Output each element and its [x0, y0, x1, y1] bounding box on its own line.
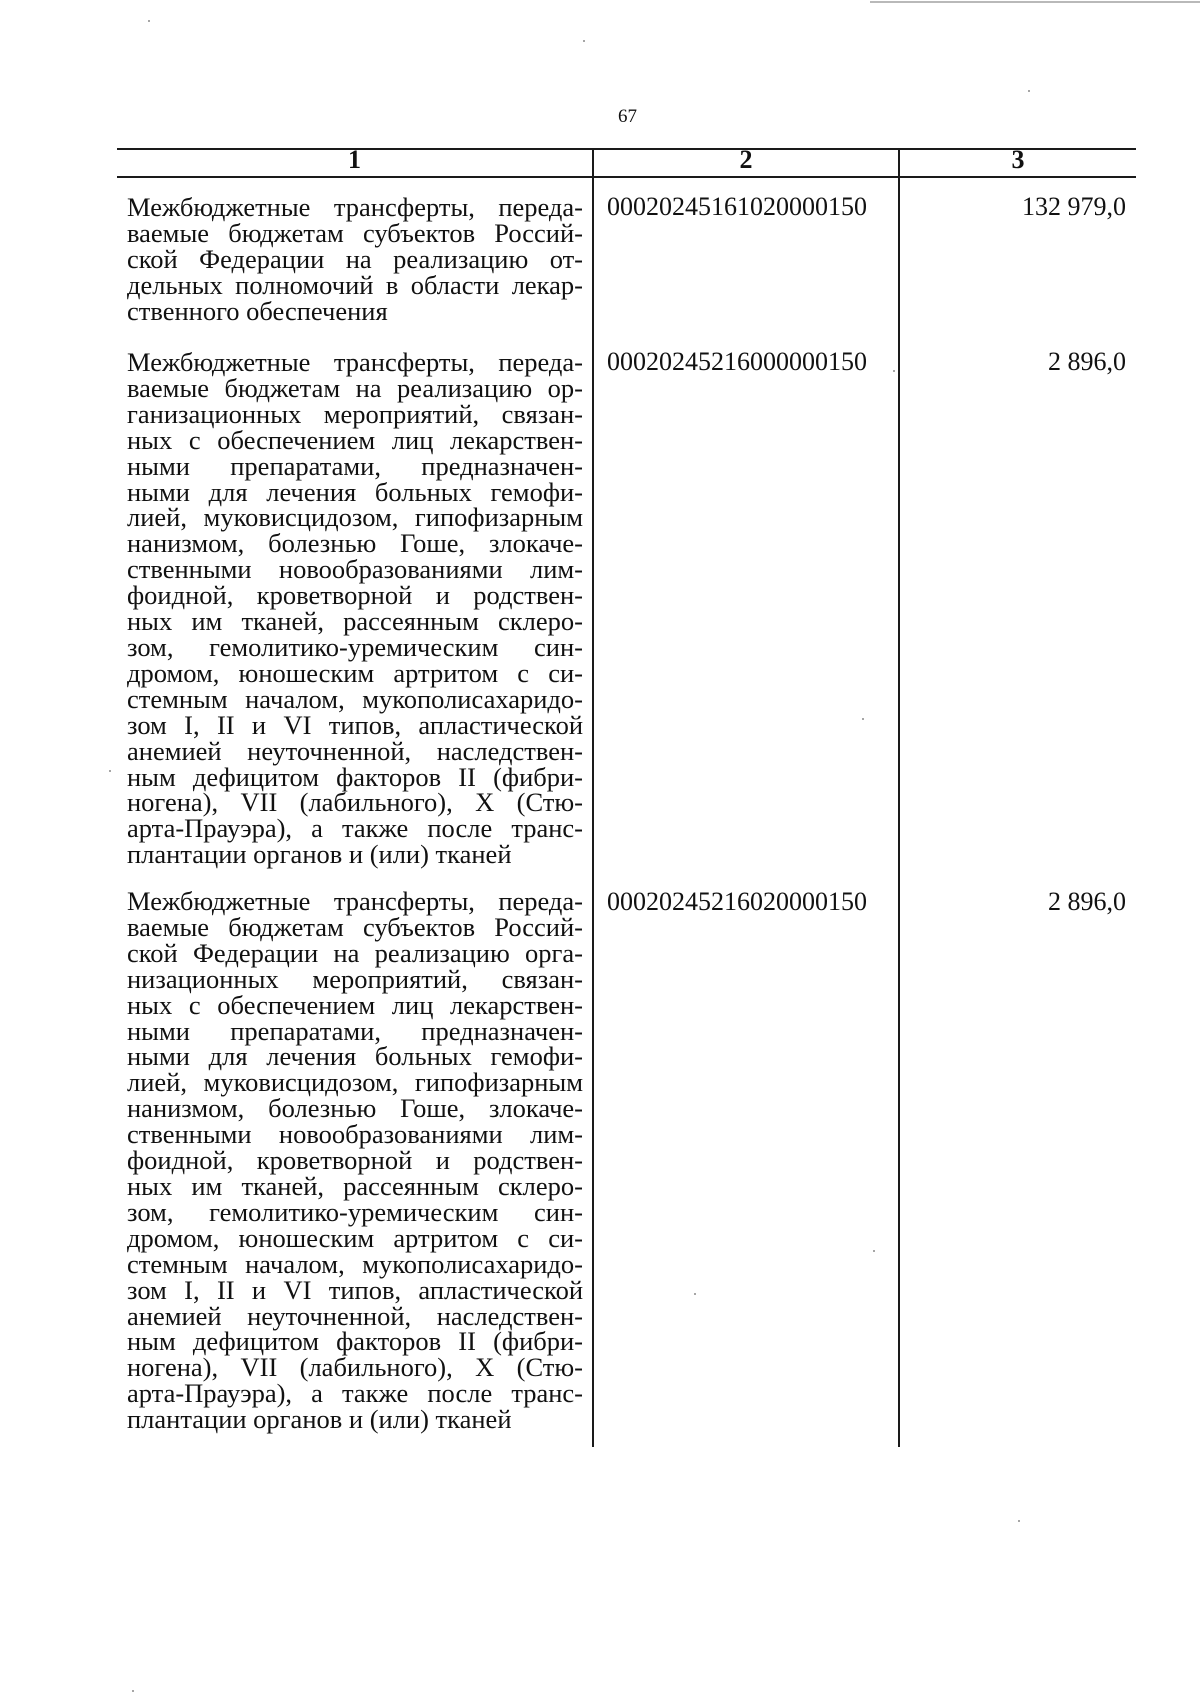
- row-2-line: Межбюджетные трансферты, переда-: [127, 347, 583, 377]
- row-3-description: [127, 886, 583, 1435]
- row-3-code: 00020245216020000150: [607, 887, 867, 916]
- row-1-description: [127, 192, 583, 326]
- column-divider-2: [898, 148, 900, 1447]
- row-2-line: ганизационных мероприятий, связан-: [127, 398, 583, 429]
- row-2-line: арта-Прауэра), а также после транс-: [127, 813, 583, 844]
- row-1-line: ственного обеспечения: [127, 295, 388, 326]
- row-2-line: лией, муковисцидозом, гипофизарным: [127, 502, 583, 533]
- row-2-line: нанизмом, болезнью Гоше, злокаче-: [127, 528, 583, 559]
- scan-speck: [132, 1690, 134, 1692]
- scan-speck: [694, 1293, 696, 1295]
- column-header-1: 1: [348, 145, 361, 174]
- column-header-2: 2: [739, 145, 753, 174]
- row-3-line: ных с обеспечением лиц лекарствен-: [127, 989, 583, 1020]
- row-2-line: ваемые бюджетам на реализацию ор-: [127, 372, 583, 403]
- row-2-amount: 2 896,0: [1048, 347, 1126, 376]
- row-3-line: ными для лечения больных гемофи-: [127, 1041, 583, 1072]
- scan-speck: [893, 370, 895, 372]
- row-3-line: ственными новообразованиями лим-: [127, 1119, 583, 1150]
- row-2-line: зом I, II и VI типов, апластической: [127, 709, 583, 740]
- row-3-amount: 2 896,0: [1048, 887, 1126, 916]
- scan-speck: [862, 718, 864, 720]
- scan-speck: [1018, 1520, 1020, 1522]
- row-3-line: низационных мероприятий, связан-: [127, 963, 583, 994]
- row-3-line: анемией неуточненной, наследствен-: [127, 1300, 583, 1331]
- row-2-code: 00020245216000000150: [607, 347, 867, 376]
- row-1-amount: 132 979,0: [1022, 192, 1126, 221]
- row-2-line: ными препаратами, предназначен-: [127, 450, 583, 481]
- row-1-line: дельных полномочий в области лекар-: [127, 269, 583, 300]
- page-number: 67: [618, 106, 637, 127]
- scan-edge-mark: [870, 1, 1200, 3]
- row-3-line: лией, муковисцидозом, гипофизарным: [127, 1067, 583, 1098]
- row-3-line: зом I, II и VI типов, апластической: [127, 1274, 583, 1305]
- row-2-line: ными для лечения больных гемофи-: [127, 476, 583, 507]
- column-divider-1: [592, 148, 594, 1447]
- row-3-line: фоидной, кроветворной и родствен-: [127, 1145, 583, 1176]
- scan-speck: [109, 770, 111, 772]
- row-2-line: дромом, юношеским артритом с си-: [127, 657, 583, 688]
- row-2-line: ногена), VII (лабильного), X (Стю-: [127, 787, 583, 818]
- column-header-3: 3: [1011, 145, 1025, 174]
- row-2-description: [127, 347, 583, 870]
- row-2-line: ных с обеспечением лиц лекарствен-: [127, 424, 583, 455]
- row-2-line: ным дефицитом факторов II (фибри-: [127, 761, 583, 792]
- row-1-line: ской Федерации на реализацию от-: [127, 243, 583, 274]
- row-3-line: Межбюджетные трансферты, переда-: [127, 886, 583, 916]
- row-3-line: стемным началом, мукополисахаридо-: [127, 1248, 583, 1279]
- row-3-line: ской Федерации на реализацию орга-: [127, 937, 583, 968]
- row-3-line: ными препаратами, предназначен-: [127, 1015, 583, 1046]
- row-3-line: зом, гемолитико-уремическим син-: [127, 1196, 583, 1227]
- scan-speck: [1028, 90, 1030, 92]
- row-2-line: фоидной, кроветворной и родствен-: [127, 580, 583, 611]
- row-2-line: стемным началом, мукополисахаридо-: [127, 683, 583, 714]
- row-3-line: плантации органов и (или) тканей: [127, 1404, 512, 1435]
- scan-speck: [148, 20, 150, 22]
- scan-speck: [873, 1250, 875, 1252]
- row-1-code: 00020245161020000150: [607, 192, 867, 221]
- row-3-line: ногена), VII (лабильного), X (Стю-: [127, 1352, 583, 1383]
- row-1-line: Межбюджетные трансферты, переда-: [127, 192, 583, 222]
- row-3-line: дромом, юношеским артритом с си-: [127, 1222, 583, 1253]
- row-3-line: ным дефицитом факторов II (фибри-: [127, 1326, 583, 1357]
- row-3-line: нанизмом, болезнью Гоше, злокаче-: [127, 1093, 583, 1124]
- row-2-line: ственными новообразованиями лим-: [127, 554, 583, 585]
- row-2-line: зом, гемолитико-уремическим син-: [127, 631, 583, 662]
- row-2-line: анемией неуточненной, наследствен-: [127, 735, 583, 766]
- row-3-line: ваемые бюджетам субъектов Россий-: [127, 911, 583, 942]
- row-2-line: плантации органов и (или) тканей: [127, 839, 512, 870]
- scan-speck: [583, 40, 585, 42]
- row-3-line: ных им тканей, рассеянным склеро-: [127, 1170, 583, 1201]
- row-3-line: арта-Прауэра), а также после транс-: [127, 1378, 583, 1409]
- row-2-line: ных им тканей, рассеянным склеро-: [127, 606, 583, 637]
- row-1-line: ваемые бюджетам субъектов Россий-: [127, 217, 583, 248]
- table-header-rule: [117, 176, 1136, 178]
